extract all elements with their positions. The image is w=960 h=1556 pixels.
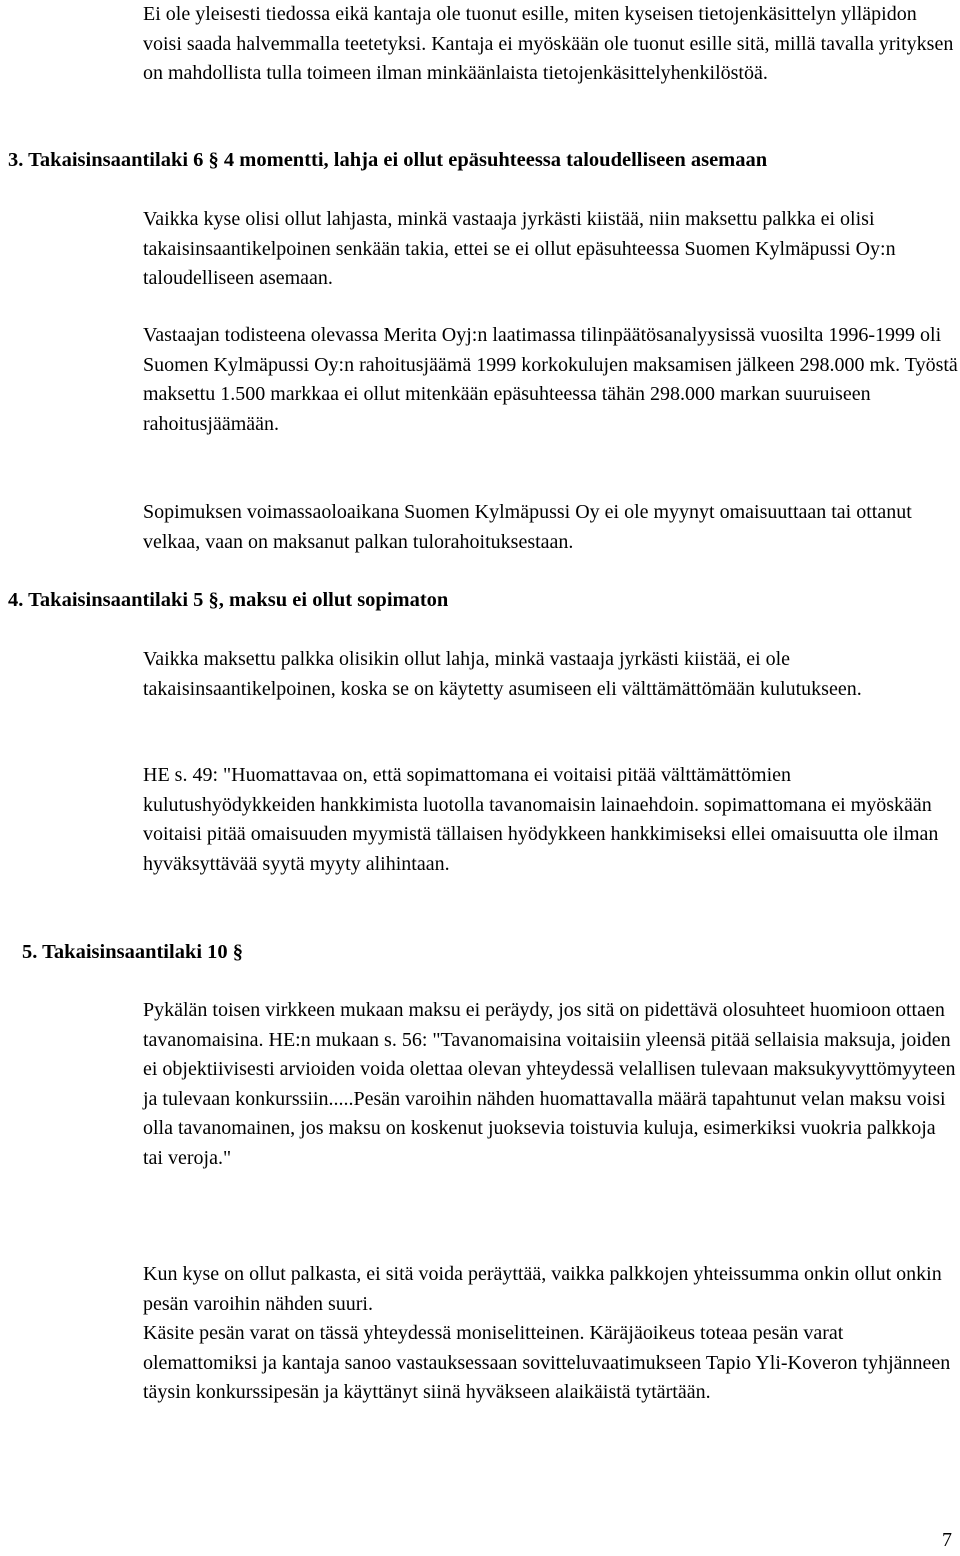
section-5-paragraph-2: Kun kyse on ollut palkasta, ei sitä voida peräyttää, vaikka palkkojen yhteissumma onkin ollut onkin pesän varoihin nähden suuri.	[143, 1263, 942, 1315]
section-sign: §	[232, 941, 244, 963]
section-3-heading-start: 3. Takaisinsaantilaki 6	[8, 149, 204, 171]
section-3-heading	[8, 146, 767, 175]
section-4-heading-start: 4. Takaisinsaantilaki 5	[8, 589, 204, 611]
section-3-paragraph-1: Vaikka kyse olisi ollut lahjasta, minkä vastaaja jyrkästi kiistää, niin maksettu palkka ei olisi takaisinsaantikelpoinen senkään takia, ettei se ei ollut epäsuhteessa Suomen Kylmäpussi Oy:n taloudelliseen asemaan.	[143, 208, 896, 289]
section-3-paragraph-3: Sopimuksen voimassaoloaikana Suomen Kylmäpussi Oy ei ole myynyt omaisuuttaan tai ottanut velkaa, vaan on maksanut palkan tulorahoituksestaan.	[143, 501, 912, 553]
section-4-paragraph-2: HE s. 49: "Huomattavaa on, että sopimattomana ei voitaisi pitää välttämättömien kulutushyödykkeiden hankkimista luotolla tavanomaisin lainaehdoin. sopimattomana ei myöskään voitaisi pitää omaisuuden myymistä tällaisen hyödykkeen hankkimiseksi ellei omaisuutta ole ilman hyväksyttävää syytä myyty alihintaan.	[143, 764, 939, 875]
section-3-heading-end: 4 momentti, lahja ei ollut epäsuhteessa taloudelliseen asemaan	[223, 149, 768, 171]
section-5-heading	[22, 938, 243, 967]
intro-paragraph: Ei ole yleisesti tiedossa eikä kantaja ole tuonut esille, miten kyseisen tietojenkäsittelyn ylläpidon voisi saada halvemmalla teetetyksi. Kantaja ei myöskään ole tuonut esille sitä, millä tavalla yrityksen on mahdollista tulla toimeen ilman minkäänlaista tietojenkäsittelyhenkilöstöä.	[143, 3, 954, 84]
section-4-heading	[8, 586, 448, 615]
section-5-heading-start: 5. Takaisinsaantilaki 10	[22, 941, 228, 963]
section-4-paragraph-1: Vaikka maksettu palkka olisikin ollut lahja, minkä vastaaja jyrkästi kiistää, ei ole takaisinsaantikelpoinen, koska se on käytetty asumiseen eli välttämättömään kulutukseen.	[143, 648, 862, 700]
section-3-paragraph-2: Vastaajan todisteena olevassa Merita Oyj:n laatimassa tilinpäätösanalyysissä vuosilta 1996-1999 oli Suomen Kylmäpussi Oy:n rahoitusjäämä 1999 korkokulujen maksamisen jälkeen 298.000 mk. Työstä maksettu 1.500 markkaa ei ollut mitenkään epäsuhteessa tähän 298.000 markan suuruiseen rahoitusjäämään.	[143, 324, 958, 435]
section-4-heading-end: , maksu ei ollut sopimaton	[218, 589, 449, 611]
page-number: 7	[942, 1529, 952, 1551]
section-sign: §	[208, 149, 219, 171]
section-sign: §	[208, 589, 219, 611]
section-5-paragraph-3: Käsite pesän varat on tässä yhteydessä moniselitteinen. Käräjäoikeus toteaa pesän varat olemattomiksi ja kantaja sanoo vastauksessaan sovitteluvaatimukseen Tapio Yli-Koveron tyhjänneen täysin konkurssipesän ja käyttänyt siinä hyväkseen alaikäistä tytärtään.	[143, 1322, 951, 1403]
section-5-paragraph-1: Pykälän toisen virkkeen mukaan maksu ei peräydy, jos sitä on pidettävä olosuhteet huomioon ottaen tavanomaisina. HE:n mukaan s. 56: "Tavanomaisina voitaisiin yleensä pitää sellaisia maksuja, joiden ei objektiivisesti arvioiden voida olettaa olevan yhteydessä velallisen tulevaan maksukyvyttömyyteen ja tulevaan konkurssiin.....Pesän varoihin nähden huomattavalla määrä tapahtunut velan maksu voisi olla tavanomainen, jos maksu on koskenut juoksevia toistuvia kuluja, esimerkiksi vuokria palkkoja tai veroja."	[143, 999, 956, 1169]
